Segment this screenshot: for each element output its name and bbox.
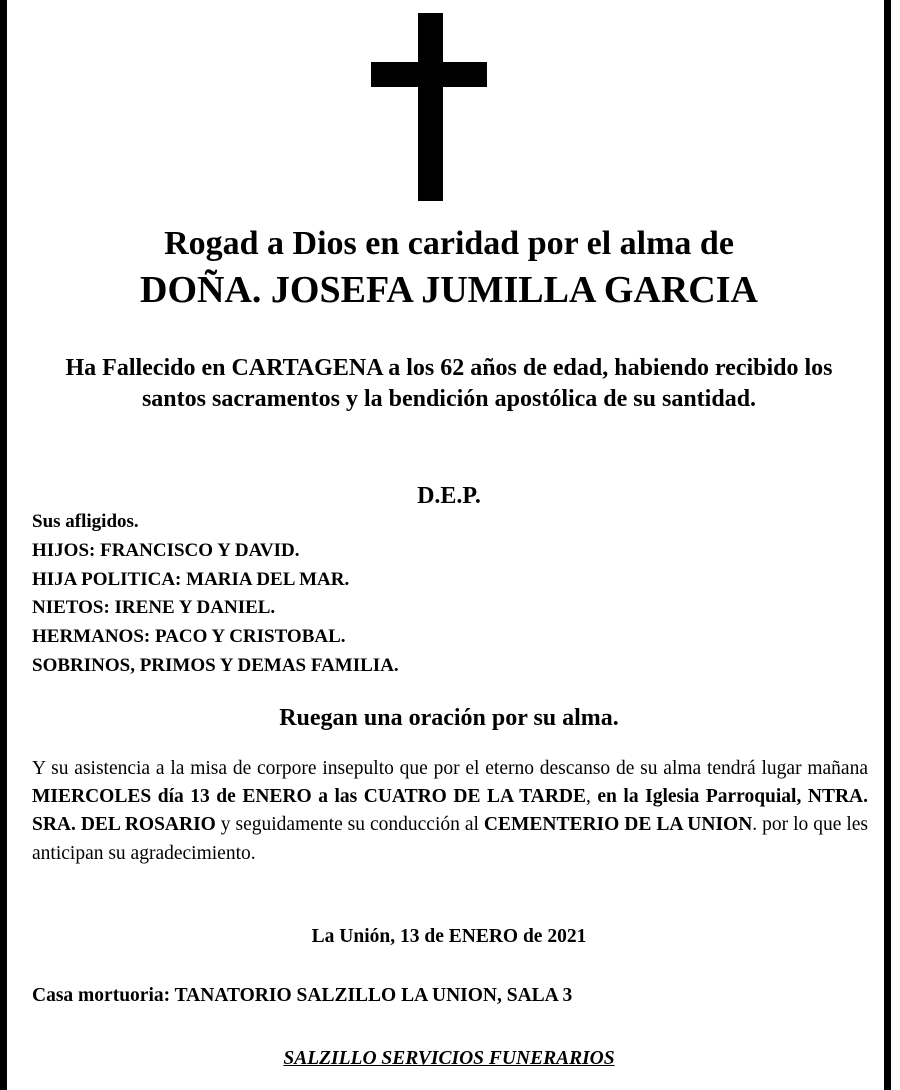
- cross-vertical-bar: [418, 13, 443, 201]
- mourners-list-item: HERMANOS: PACO Y CRISTOBAL.: [32, 626, 346, 648]
- right-border: [884, 0, 891, 1090]
- dep-label: D.E.P.: [417, 483, 481, 509]
- mourners-list-item: HIJOS: FRANCISCO Y DAVID.: [32, 539, 300, 561]
- prayer-heading: Rogad a Dios en caridad por el alma de: [164, 225, 734, 262]
- mourners-list: [32, 508, 872, 681]
- mass-date-time: MIERCOLES día 13 de ENERO a las CUATRO DE LA TARDE: [32, 786, 586, 808]
- deceased-name: DOÑA. JOSEFA JUMILLA GARCIA: [140, 269, 758, 311]
- mass-details-paragraph: [32, 755, 868, 868]
- mourners-list-item: NIETOS: IRENE Y DANIEL.: [32, 597, 276, 619]
- mass-text: Y su asistencia a la misa de corpore insepulto que por el eterno descanso de su alma tendrá lugar mañana: [32, 758, 868, 779]
- mourners-list-item: HIJA POLITICA: MARIA DEL MAR.: [32, 568, 350, 590]
- mourners-list-item: SOBRINOS, PRIMOS Y DEMAS FAMILIA.: [32, 654, 399, 676]
- mass-text: ,: [585, 786, 598, 808]
- funeral-company: SALZILLO SERVICIOS FUNERARIOS: [283, 1048, 615, 1069]
- death-announcement: Ha Fallecido en CARTAGENA a los 62 años de edad, habiendo recibido los santos sacramentos y la bendición apostólica de su santidad.: [65, 355, 833, 412]
- mass-text: . por lo que les anticipan su agradecimiento.: [32, 814, 868, 864]
- mass-text: y seguidamente su conducción al: [215, 814, 484, 836]
- mourners-list-item: Sus afligidos.: [32, 511, 139, 532]
- prayer-request: Ruegan una oración por su alma.: [279, 705, 619, 731]
- cross-icon: [371, 13, 487, 201]
- mortuary-line: Casa mortuoria: TANATORIO SALZILLO LA UNION, SALA 3: [32, 985, 573, 1006]
- left-border: [0, 0, 7, 1090]
- place-date-line: La Unión, 13 de ENERO de 2021: [311, 926, 587, 947]
- cross-horizontal-bar: [371, 62, 487, 87]
- mass-cemetery: CEMENTERIO DE LA UNION: [483, 814, 753, 836]
- mass-church: en la Iglesia Parroquial, NTRA. SRA. DEL ROSARIO: [32, 786, 868, 836]
